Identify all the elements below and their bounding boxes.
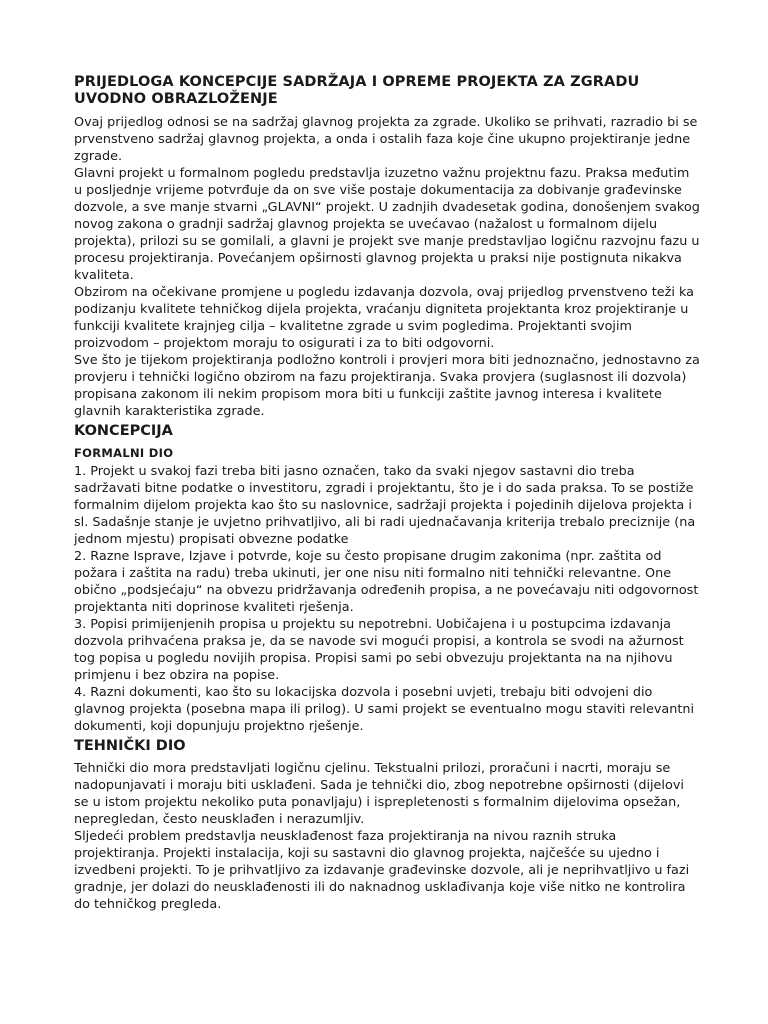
koncepcija-heading: KONCEPCIJA [74, 423, 173, 439]
formalni-section [74, 463, 700, 735]
formalni-item-2: 2. Razne Isprave, Izjave i potvrde, koje su često propisane drugim zakonima (npr. zaštita od požara i zaštita na radu) treba ukinuti, jer one nisu niti formalno niti tehnički relevantne. One obično „podsjećaju“ na obvezu pridržavanja određenih propisa, a ne povećavaju niti odgovornost projektanta niti doprinose kvaliteti rješenja. [74, 549, 699, 615]
tehnicki-paragraph-1: Tehnički dio mora predstavljati logičnu cjelinu. Tekstualni prilozi, proračuni i nacrti, moraju se nadopunjavati i moraju biti usklađeni. Sada je tehnički dio, zbog nepotrebne opširnosti (dijelovi se u istom projektu nekoliko puta ponavljaju) i isprepletenosti s formalnim dijelovima opsežan, nepregledan, često neusklađen i nerazumljiv. [74, 761, 684, 827]
title-line-1: PRIJEDLOGA KONCEPCIJE SADRŽAJA I OPREME PROJEKTA ZA ZGRADU [74, 74, 640, 90]
intro-section [74, 114, 700, 420]
formalni-item-1: 1. Projekt u svakoj fazi treba biti jasno označen, tako da svaki njegov sastavni dio treba sadržavati bitne podatke o investitoru, zgradi i projektantu, što je i do sada praksa. To se postiže formalnim dijelom projekta kao što su naslovnice, sadržaji projekta i pojedinih dijelova projekta i sl. Sadašnje stanje je uvjetno prihvatljivo, ali bi radi ujednačavanja kriterija trebalo preciznije (na jednom mjestu) propisati obvezne podatke [74, 464, 696, 547]
formalni-dio-heading: FORMALNI DIO [74, 446, 174, 460]
intro-paragraph-2: Glavni projekt u formalnom pogledu predstavlja izuzetno važnu projektnu fazu. Praksa međutim u posljednje vrijeme potvrđuje da on sve više postaje dokumentacija za dobivanje građevinske dozvole, a sve manje stvarni „GLAVNI“ projekt. U zadnjih dvadesetak godina, donošenjem svakog novog zakona o gradnji sadržaj glavnog projekta se uvećavao (nažalost u formalnom dijelu projekta), prilozi su se gomilali, a glavni je projekt sve manje predstavljao logičnu razvojnu fazu u procesu projektiranja. Povećanjem opširnosti glavnog projekta u praksi nije postignuta nikakva kvaliteta. [74, 166, 700, 283]
document-title [74, 74, 700, 108]
intro-paragraph-1: Ovaj prijedlog odnosi se na sadržaj glavnog projekta za zgrade. Ukoliko se prihvati, razradio bi se prvenstveno sadržaj glavnog projekta, a onda i ostalih faza koje čine ukupno projektiranje jedne zgrade. [74, 115, 698, 164]
formalni-item-3: 3. Popisi primijenjenih propisa u projektu su nepotrebni. Uobičajena i u postupcima izdavanja dozvola prihvaćena praksa je, da se navode svi mogući propisi, a kontrola se svodi na ažurnost tog popisa u pogledu novijih propisa. Propisi sami po sebi obvezuju projektanta na na njihovu primjenu i bez obzira na popise. [74, 617, 684, 683]
tehnicki-section [74, 760, 700, 913]
intro-paragraph-4: Sve što je tijekom projektiranja podložno kontroli i provjeri mora biti jednoznačno, jednostavno za provjeru i tehnički logično obzirom na fazu projektiranja. Svaka provjera (suglasnost ili dozvola) propisana zakonom ili nekim propisom mora biti u funkciji zaštite javnog interesa i kvalitete glavnih karakteristika zgrade. [74, 353, 700, 419]
tehnicki-paragraph-2: Sljedeći problem predstavlja neusklađenost faza projektiranja na nivou raznih struka projektiranja. Projekti instalacija, koji su sastavni dio glavnog projekta, najčešće su ujedno i izvedbeni projekti. To je prihvatljivo za izdavanje građevinske dozvole, ali je neprihvatljivo u fazi gradnje, jer dolazi do neusklađenosti ili do naknadnog usklađivanja koje više nitko ne kontrolira do tehničkog pregleda. [74, 829, 690, 912]
intro-paragraph-3: Obzirom na očekivane promjene u pogledu izdavanja dozvola, ovaj prijedlog prvenstveno teži ka podizanju kvalitete tehničkog dijela projekta, vraćanju digniteta projektanta kroz projektiranje u funkciji kvalitete krajnjeg cilja – kvalitetne zgrade u svim pogledima. Projektanti svojim proizvodom – projektom moraju to osigurati i za to biti odgovorni. [74, 285, 694, 351]
formalni-item-4: 4. Razni dokumenti, kao što su lokacijska dozvola i posebni uvjeti, trebaju biti odvojeni dio glavnog projekta (posebna mapa ili prilog). U sami projekt se eventualno mogu staviti relevantni dokumenti, koji dopunjuju projektno rješenje. [74, 685, 695, 734]
title-line-2: UVODNO OBRAZLOŽENJE [74, 91, 278, 107]
tehnicki-dio-heading: TEHNIČKI DIO [74, 738, 186, 754]
document-page [74, 74, 700, 913]
